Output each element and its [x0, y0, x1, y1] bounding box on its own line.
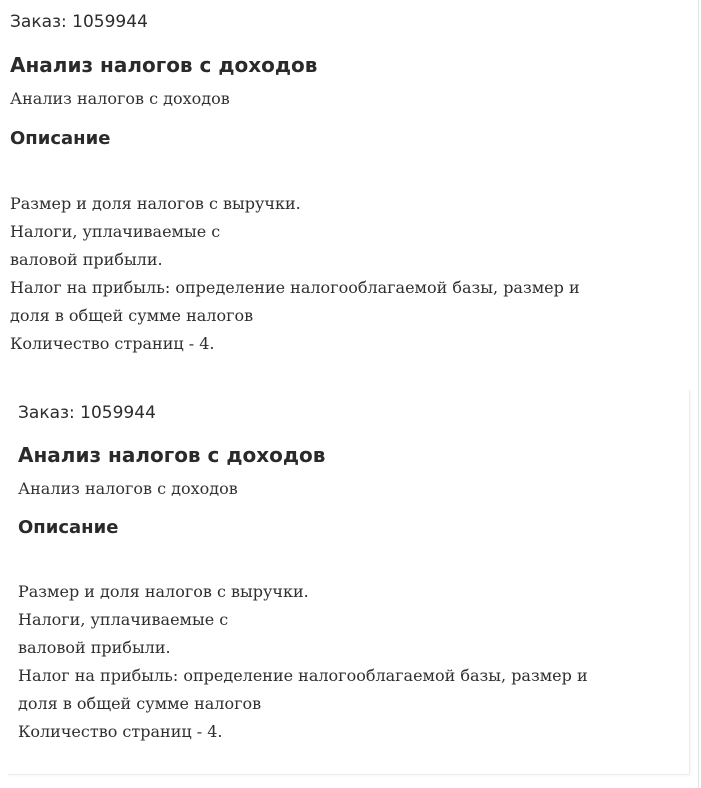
order-card-secondary: [8, 390, 690, 775]
order-card-primary: [0, 0, 699, 380]
description-heading: Описание: [18, 517, 119, 538]
description-line: Налоги, уплачиваемые с: [18, 610, 229, 629]
order-number: Заказ: 1059944: [10, 12, 148, 32]
description-line: Налог на прибыль: определение налогооблагаемой базы, размер и: [18, 666, 588, 685]
description-line: Размер и доля налогов с выручки.: [10, 194, 301, 213]
description-line: доля в общей сумме налогов: [10, 306, 254, 325]
description-line: валовой прибыли.: [10, 250, 163, 269]
description-heading: Описание: [10, 128, 111, 149]
description-line: Количество страниц - 4.: [10, 334, 215, 353]
description-line: валовой прибыли.: [18, 638, 171, 657]
description-line: доля в общей сумме налогов: [18, 694, 262, 713]
description-line: Количество страниц - 4.: [18, 722, 223, 741]
description-line: Размер и доля налогов с выручки.: [18, 582, 309, 601]
order-subtitle: Анализ налогов с доходов: [18, 479, 238, 498]
order-title: Анализ налогов с доходов: [10, 53, 318, 77]
description-text: [10, 190, 699, 358]
order-title: Анализ налогов с доходов: [18, 443, 326, 467]
description-line: Налоги, уплачиваемые с: [10, 222, 221, 241]
description-text: [18, 578, 689, 746]
description-line: Налог на прибыль: определение налогооблагаемой базы, размер и: [10, 278, 580, 297]
order-number: Заказ: 1059944: [18, 403, 156, 423]
order-subtitle: Анализ налогов с доходов: [10, 89, 230, 108]
